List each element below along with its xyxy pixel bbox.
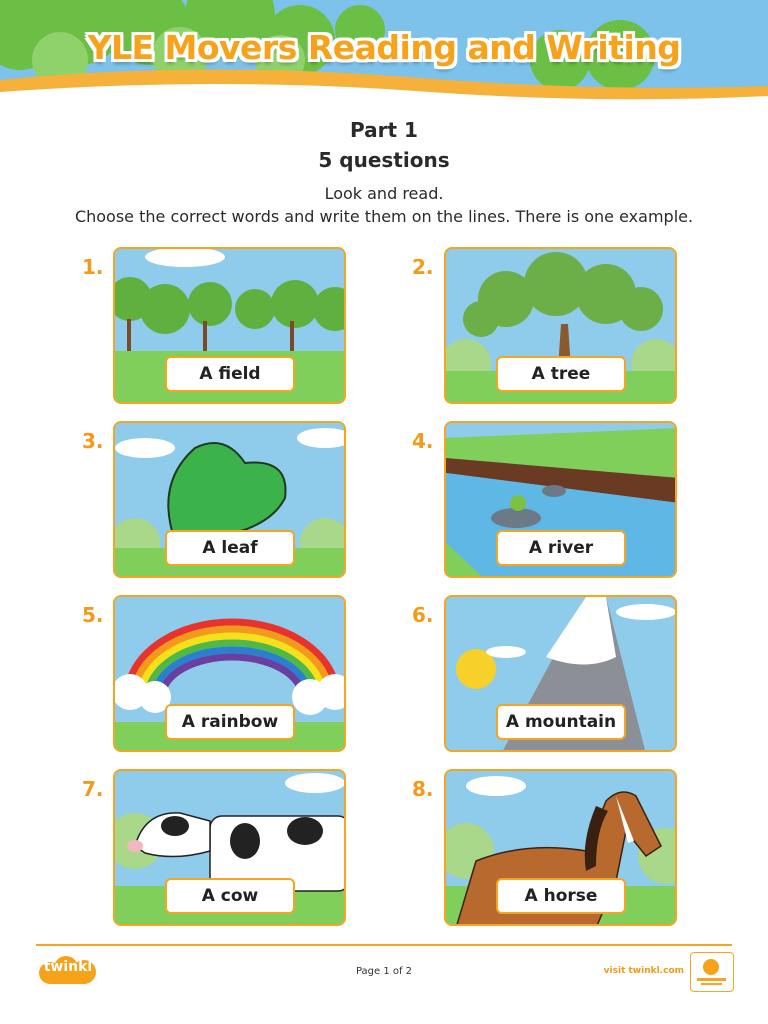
page-number: Page 1 of 2 xyxy=(355,966,413,977)
item-label: A cow xyxy=(165,878,295,914)
worksheet-title: YLE Movers Reading and Writing xyxy=(87,28,681,67)
picture-card-horse xyxy=(444,769,677,926)
item-label: A horse xyxy=(496,878,626,914)
header-banner xyxy=(0,0,768,120)
picture-card-field xyxy=(113,247,346,404)
item-number: 5. xyxy=(82,603,104,627)
item-label: A leaf xyxy=(165,530,295,566)
item-number: 8. xyxy=(412,777,434,801)
item-number: 4. xyxy=(412,429,434,453)
item-label: A tree xyxy=(496,356,626,392)
item-number: 2. xyxy=(412,255,434,279)
picture-card-rainbow xyxy=(113,595,346,752)
item-number: 7. xyxy=(82,777,104,801)
picture-card-mountain xyxy=(444,595,677,752)
picture-card-cow xyxy=(113,769,346,926)
item-number: 3. xyxy=(82,429,104,453)
item-label: A rainbow xyxy=(165,704,295,740)
item-label: A mountain xyxy=(496,704,626,740)
item-label: A field xyxy=(165,356,295,392)
item-number: 1. xyxy=(82,255,104,279)
picture-card-river xyxy=(444,421,677,578)
item-number: 6. xyxy=(412,603,434,627)
picture-card-leaf xyxy=(113,421,346,578)
item-label: A river xyxy=(496,530,626,566)
question-count: 5 questions xyxy=(318,148,450,172)
logo-text: twinkl xyxy=(43,959,93,975)
quality-standard-badge-icon xyxy=(690,952,734,992)
website-link[interactable]: visit twinkl.com xyxy=(603,966,684,976)
picture-card-tree xyxy=(444,247,677,404)
footer-divider xyxy=(36,944,732,946)
instruction-line-1: Look and read. xyxy=(324,184,444,203)
instruction-line-2: Choose the correct words and write them on the lines. There is one example. xyxy=(74,207,694,226)
part-heading: Part 1 xyxy=(350,118,418,142)
